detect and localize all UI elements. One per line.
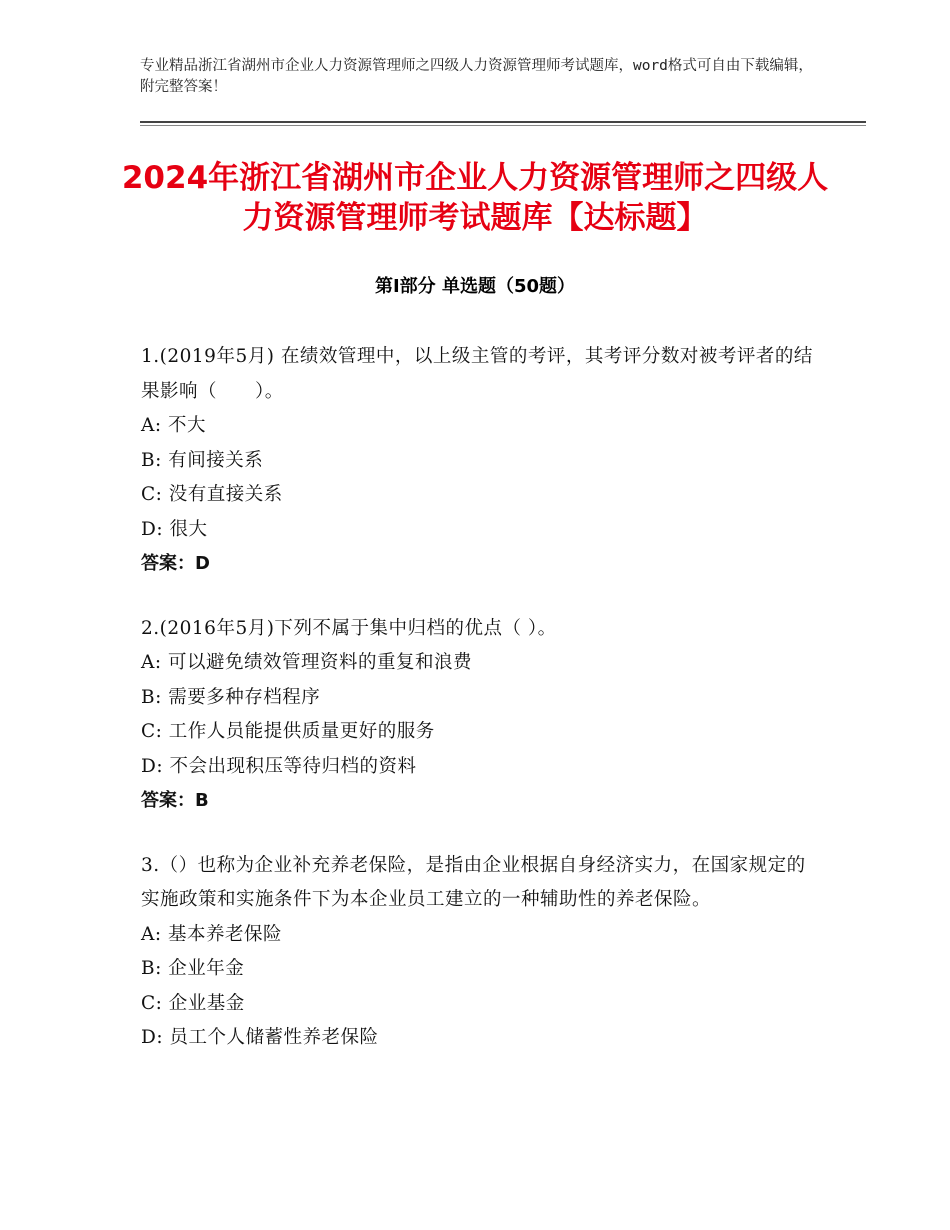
header-rule [140, 121, 866, 123]
option-c: C: 没有直接关系 [141, 484, 283, 505]
option-d: D: 员工个人储蓄性养老保险 [141, 1027, 379, 1048]
question-1 [141, 340, 821, 582]
answer: 答案：B [141, 790, 209, 811]
document-title: 2024年浙江省湖州市企业人力资源管理师之四级人力资源管理师考试题库【达标题】 [121, 160, 829, 236]
option-c: C: 工作人员能提供质量更好的服务 [141, 721, 435, 742]
section-title: 第Ⅰ部分 单选题（50题） [374, 276, 575, 297]
answer: 答案：D [141, 553, 210, 574]
question-2 [141, 612, 821, 819]
option-b: B: 企业年金 [141, 958, 245, 979]
question-3 [141, 849, 821, 1056]
question-stem: 1.(2019年5月) 在绩效管理中，以上级主管的考评，其考评分数对被考评者的结果影响（ ）。 [141, 346, 813, 402]
header-rule-thin [140, 125, 866, 126]
question-stem: 2.(2016年5月)下列不属于集中归档的优点（ ）。 [141, 617, 557, 639]
option-b: B: 有间接关系 [141, 449, 264, 471]
question-stem: 3.（）也称为企业补充养老保险，是指由企业根据自身经济实力，在国家规定的实施政策和实施条件下为本企业员工建立的一种辅助性的养老保险。 [141, 854, 806, 910]
header-note: 专业精品浙江省湖州市企业人力资源管理师之四级人力资源管理师考试题库，word格式可自由下载编辑，附完整答案！ [140, 58, 813, 95]
option-a: A: 基本养老保险 [141, 923, 282, 945]
option-a: A: 可以避免绩效管理资料的重复和浪费 [141, 652, 472, 673]
question-list [141, 340, 821, 1086]
option-b: B: 需要多种存档程序 [141, 686, 321, 708]
option-a: A: 不大 [141, 415, 206, 436]
option-c: C: 企业基金 [141, 992, 245, 1014]
option-d: D: 不会出现积压等待归档的资料 [141, 755, 417, 777]
option-d: D: 很大 [141, 518, 208, 540]
